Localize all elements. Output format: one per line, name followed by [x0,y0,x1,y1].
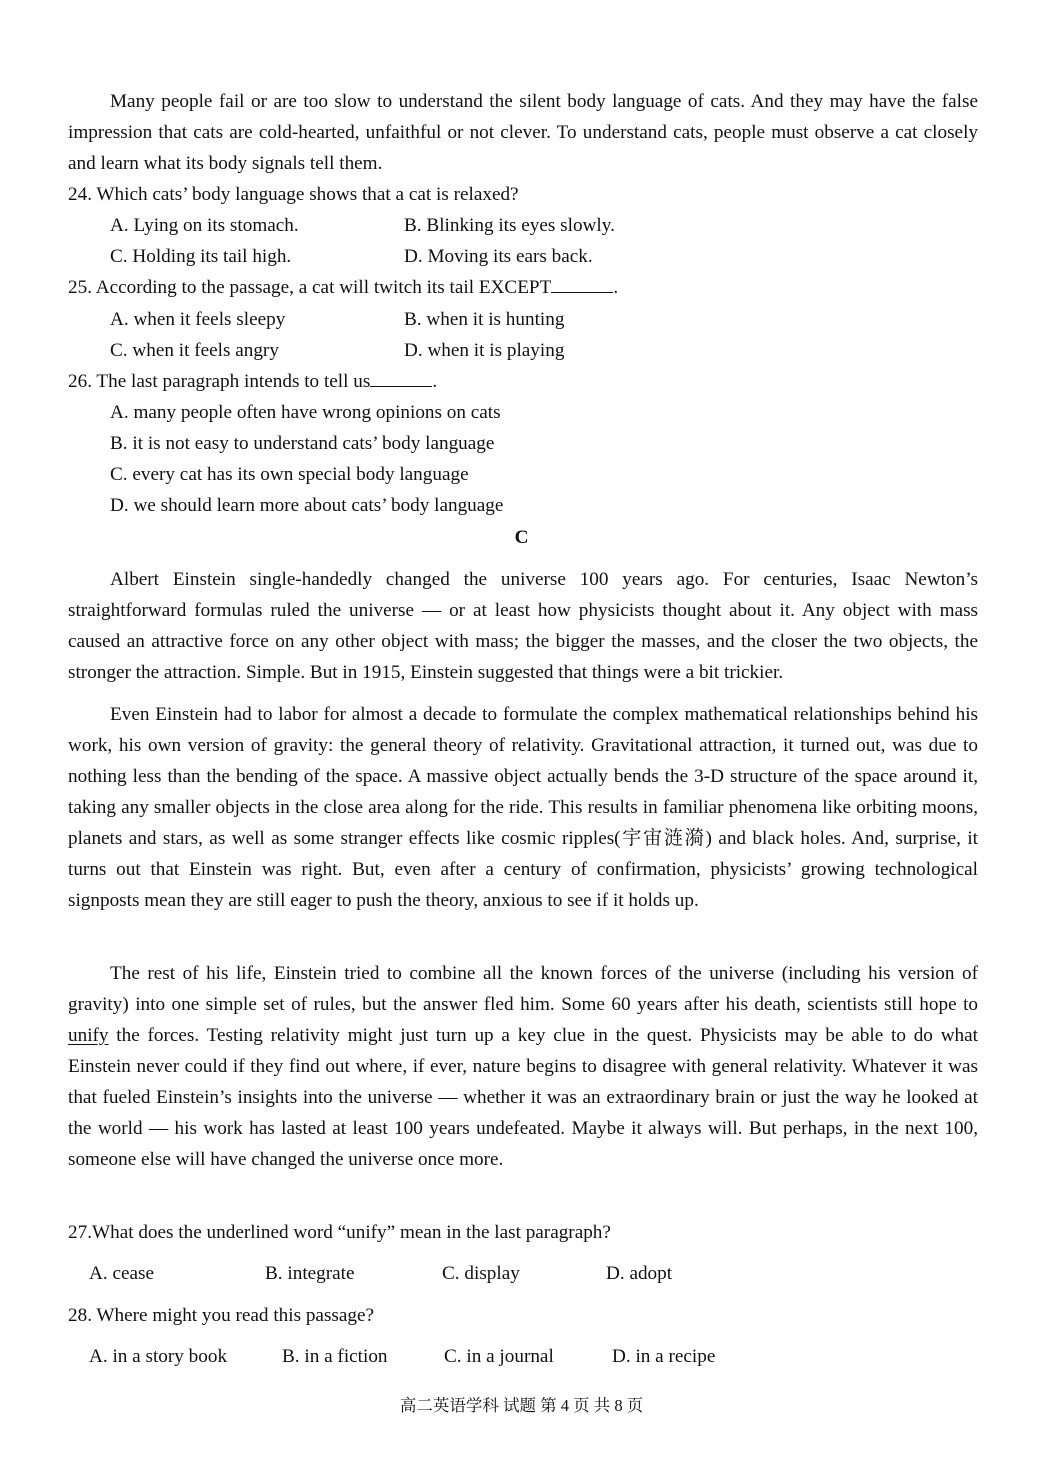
underlined-word-unify: unify [68,1025,109,1046]
question-27-option-a: A. cease [89,1263,154,1284]
question-27-option-d: D. adopt [606,1263,673,1284]
question-25-option-a: A. when it feels sleepy [110,309,286,330]
question-25-stem-end: . [613,277,619,298]
question-28-option-d: D. in a recipe [612,1346,716,1367]
question-24-option-c: C. Holding its tail high. [110,246,292,267]
question-24-option-d: D. Moving its ears back. [404,246,593,267]
question-25-stem: 25. According to the passage, a cat will twitch its tail EXCEPT [68,277,552,298]
question-25-stem-line [68,276,618,300]
question-24-option-a: A. Lying on its stomach. [110,215,299,236]
question-24-option-b: B. Blinking its eyes slowly. [404,215,615,236]
answer-blank [551,276,613,293]
answer-blank [370,370,432,387]
passage-c-paragraph-1: Albert Einstein single-handedly changed the universe 100 years ago. For centuries, Isaac Newton’s straightforward formulas ruled the universe — or at least how physicists thought about it. Any object with mass caused an attractive force on any other object with mass; the bigger the masses, and the closer the two objects, the stronger the attraction. Simple. But in 1915, Einstein suggested that things were a bit trickier. [68,569,978,683]
question-28-option-b: B. in a fiction [282,1346,388,1367]
question-24-stem: 24. Which cats’ body language shows that a cat is relaxed? [68,184,519,205]
paragraph-3-text-start: The rest of his life, Einstein tried to combine all the known forces of the universe (including his version of gravity) into one simple set of rules, but the answer fled him. Some 60 years after his death, scientists still hope to [68,963,978,1015]
question-28-option-c: C. in a journal [444,1346,554,1367]
passage-b-closing-paragraph: Many people fail or are too slow to understand the silent body language of cats. And they may have the false impression that cats are cold-hearted, unfaithful or not clever. To understand cats, people must observe a cat closely and learn what its body signals tell them. [68,91,978,174]
question-26-option-b: B. it is not easy to understand cats’ body language [110,433,495,454]
question-28-option-a: A. in a story book [89,1346,228,1367]
question-25-option-b: B. when it is hunting [404,309,565,330]
question-26-option-c: C. every cat has its own special body language [110,464,469,485]
question-27-option-c: C. display [442,1263,520,1284]
question-26-option-d: D. we should learn more about cats’ body language [110,495,504,516]
section-c-heading: C [514,527,529,548]
question-27-option-b: B. integrate [265,1263,355,1284]
question-26-stem-end: . [432,371,438,392]
question-25-option-d: D. when it is playing [404,340,565,361]
question-27-stem: 27.What does the underlined word “unify” mean in the last paragraph? [68,1222,611,1243]
question-26-stem: 26. The last paragraph intends to tell us [68,371,371,392]
question-26-option-a: A. many people often have wrong opinions on cats [110,402,501,423]
page-footer: 高二英语学科 试题 第 4 页 共 8 页 [399,1396,644,1415]
question-26-stem-line [68,370,437,394]
paragraph-3-text-end: the forces. Testing relativity might just turn up a key clue in the quest. Physicists may be able to do what Einstein never could if they find out where, if ever, nature begins to disagree with general relativity. Whatever it was that fueled Einstein’s insights into the universe — whether it was an extraordinary brain or just the way he looked at the world — his work has lasted at least 100 years undefeated. Maybe it always will. But perhaps, in the next 100, someone else will have changed the universe once more. [68,1025,978,1170]
passage-c-paragraph-2: Even Einstein had to labor for almost a decade to formulate the complex mathematical relationships behind his work, his own version of gravity: the general theory of relativity. Gravitational attraction, it turned out, was due to nothing less than the bending of the space. A massive object actually bends the 3-D structure of the space around it, taking any smaller objects in the close area along for the ride. This results in familiar phenomena like orbiting moons, planets and stars, as well as some stranger effects like cosmic ripples(宇宙涟漪) and black holes. And, surprise, it turns out that Einstein was right. But, even after a century of confirmation, physicists’ growing technological signposts mean they are still eager to push the theory, anxious to see if it holds up. [68,704,978,911]
question-25-option-c: C. when it feels angry [110,340,279,361]
question-28-stem: 28. Where might you read this passage? [68,1305,375,1326]
passage-c-paragraph-3 [68,958,978,1175]
